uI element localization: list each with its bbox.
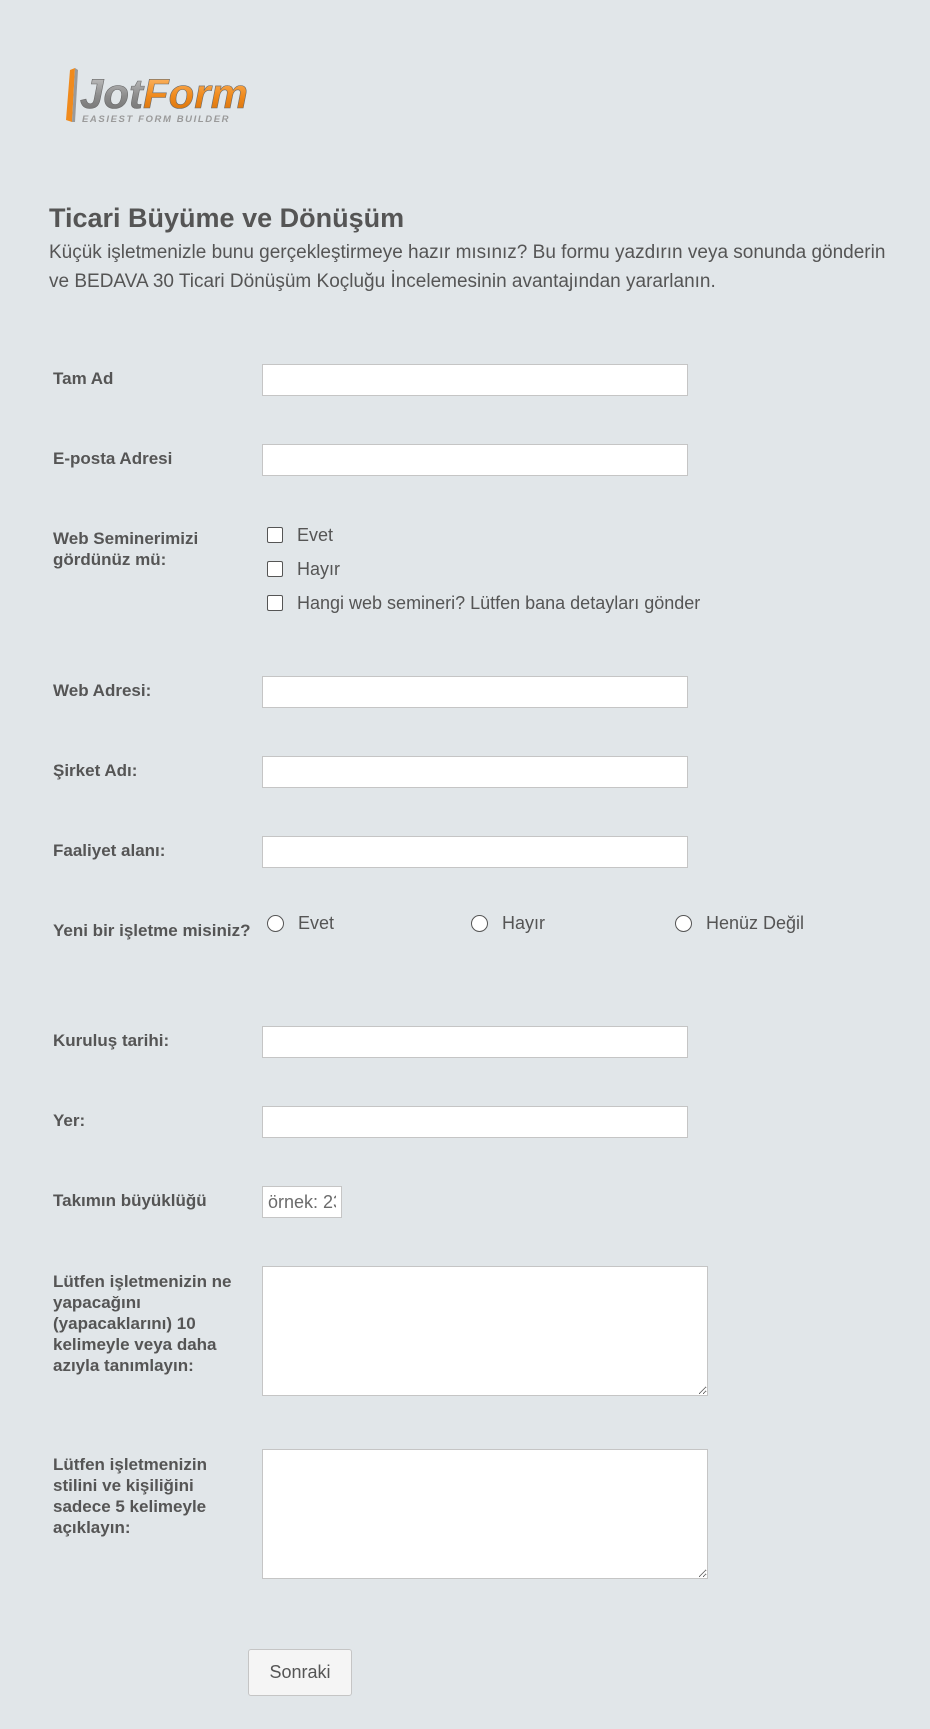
company-name-input[interactable] (262, 756, 688, 788)
full-name-label: Tam Ad (53, 369, 114, 388)
webinar-option-details[interactable] (267, 586, 700, 620)
business-style-label: Lütfen işletmenizin stilini ve kişiliğini sadece 5 kelimeyle açıklayın: (53, 1455, 207, 1537)
email-label: E-posta Adresi (53, 449, 173, 468)
webinar-options (267, 518, 700, 620)
new-business-option-hayir[interactable] (471, 908, 545, 938)
new-business-radio-henuz[interactable] (675, 915, 692, 932)
business-description-label: Lütfen işletmenizin ne yapacağını (yapacaklarını) 10 kelimeyle veya daha azıyla tanımlayın: (53, 1272, 232, 1375)
form-title: Ticari Büyüme ve Dönüşüm (49, 203, 405, 233)
webinar-option-evet[interactable] (267, 518, 700, 552)
location-input[interactable] (262, 1106, 688, 1138)
new-business-label: Yeni bir işletme misiniz? (53, 921, 251, 940)
founding-date-input[interactable] (262, 1026, 688, 1058)
svg-text:JotForm (80, 70, 248, 117)
logo-text-form: Form (143, 70, 248, 117)
full-name-input[interactable] (262, 364, 688, 396)
webinar-checkbox-hayir[interactable] (267, 561, 283, 577)
webinar-checkbox-details[interactable] (267, 595, 283, 611)
new-business-options (267, 908, 867, 938)
logo-tagline: EASIEST FORM BUILDER (82, 114, 231, 125)
new-business-radio-evet[interactable] (267, 915, 284, 932)
team-size-input[interactable] (262, 1186, 342, 1218)
company-name-label: Şirket Adı: (53, 761, 138, 780)
webinar-option-label: Hangi web semineri? Lütfen bana detayları gönder (297, 592, 701, 613)
founding-date-label: Kuruluş tarihi: (53, 1031, 170, 1050)
new-business-option-henuz[interactable] (675, 908, 804, 938)
team-size-label: Takımın büyüklüğü (53, 1191, 207, 1210)
jotform-logo (62, 62, 262, 132)
business-style-textarea[interactable] (262, 1449, 708, 1579)
new-business-option-label: Hayır (502, 912, 546, 933)
activity-area-input[interactable] (262, 836, 688, 868)
web-address-input[interactable] (262, 676, 688, 708)
logo-text-jot: Jot (80, 70, 143, 117)
new-business-option-evet[interactable] (267, 908, 334, 938)
email-input[interactable] (262, 444, 688, 476)
new-business-option-label: Henüz Değil (706, 912, 805, 933)
location-label: Yer: (53, 1111, 86, 1130)
new-business-radio-hayir[interactable] (471, 915, 488, 932)
form-subtitle: Küçük işletmenizle bunu gerçekleştirmeye hazır mısınız? Bu formu yazdırın veya sonunda gönderin ve BEDAVA 30 Ticari Dönüşüm Koçluğu İncelemesinin avantajından yararlanın. (49, 242, 886, 292)
form-header (49, 200, 889, 296)
next-button[interactable]: Sonraki (248, 1649, 352, 1696)
jotform-logo-graphic (62, 62, 262, 132)
webinar-label: Web Seminerimizi gördünüz mü: (53, 529, 199, 569)
business-description-textarea[interactable] (262, 1266, 708, 1396)
web-address-label: Web Adresi: (53, 681, 152, 700)
activity-area-label: Faaliyet alanı: (53, 841, 166, 860)
webinar-checkbox-evet[interactable] (267, 527, 283, 543)
new-business-option-label: Evet (298, 912, 335, 933)
webinar-option-label: Hayır (297, 558, 341, 579)
webinar-option-hayir[interactable] (267, 552, 700, 586)
webinar-option-label: Evet (297, 524, 334, 545)
